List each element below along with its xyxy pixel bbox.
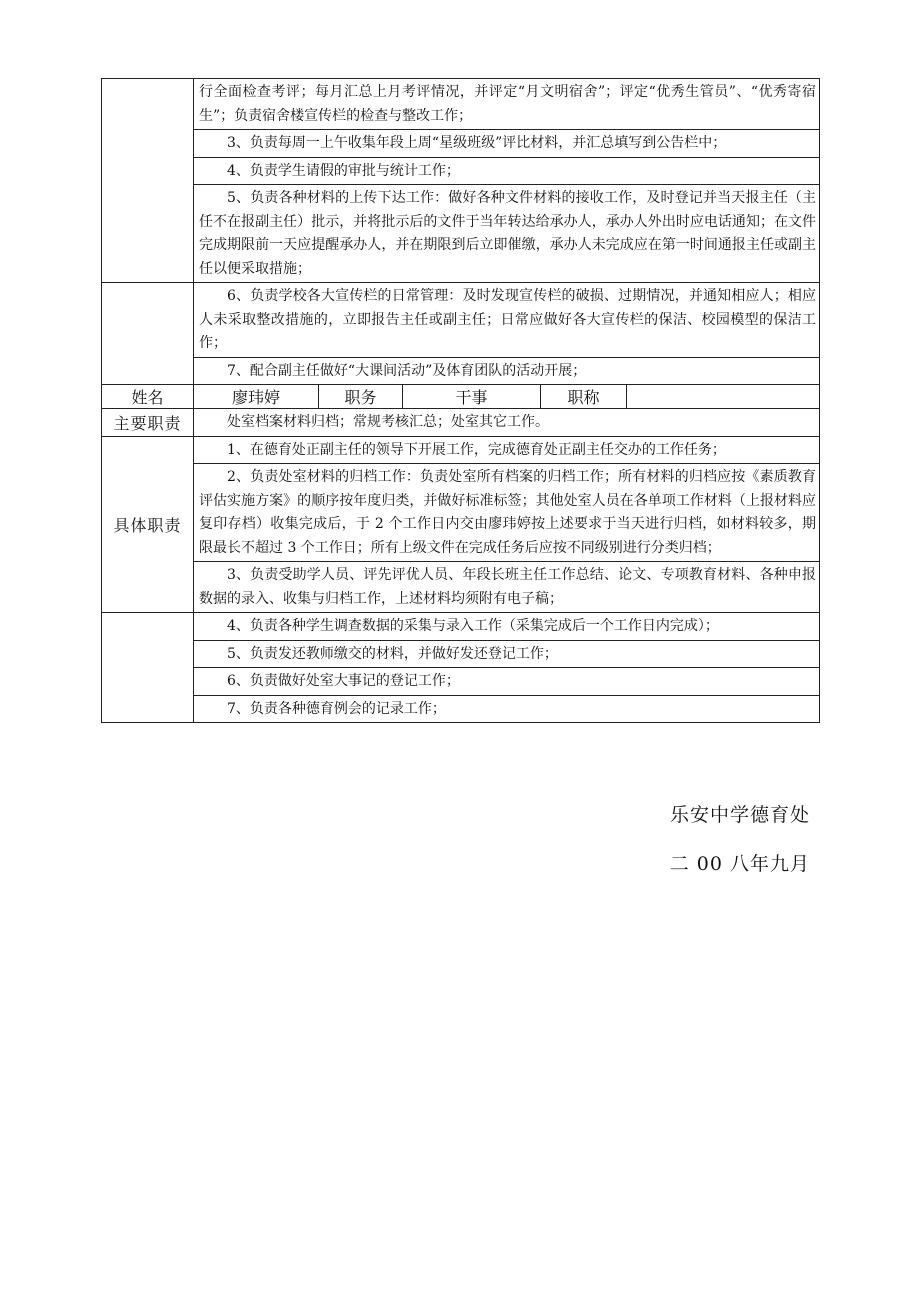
duty-item: 6、负责学校各大宣传栏的日常管理：及时发现宣传栏的破损、过期情况，并通知相应人；相应人未采取整改措施的，立即报告主任或副主任；日常应做好各大宣传栏的保洁、校园模型的保洁工作； — [194, 283, 820, 358]
main-duty-text: 处室档案材料归档；常规考核汇总；处室其它工作。 — [194, 409, 820, 437]
duty-item: 7、配合副主任做好“大课间活动”及体育团队的活动开展； — [194, 357, 820, 385]
name-label: 姓名 — [102, 385, 194, 409]
duty-item: 5、负责发还教师缴交的材料，并做好发还登记工作； — [194, 640, 820, 668]
duty-item: 2、负责处室材料的归档工作：负责处室所有档案的归档工作；所有材料的归档应按《素质教育评估实施方案》的顺序按年度归类，并做好标准标签；其他处室人员在各单项工作材料（上报材料应复印存档）收集完成后，于 2 个工作日内交由廖玮婷按上述要求于当天进行归档，如材料较多，期限最长不超过 3 个工作日；所有上级文件在完成任务后应按不同级别进行分类归档； — [194, 464, 820, 562]
title-label: 职称 — [541, 385, 627, 409]
footer-organization: 乐安中学德育处 — [669, 804, 810, 826]
section4-label-cell — [102, 613, 194, 723]
duty-item: 4、负责学生请假的审批与统计工作； — [194, 157, 820, 185]
position-value: 干事 — [403, 385, 541, 409]
main-duty-label: 主要职责 — [102, 409, 194, 437]
duty-item: 3、负责受助学人员、评先评优人员、年段长班主任工作总结、论文、专项教育材料、各种申报数据的录入、收集与归档工作，上述材料均须附有电子稿； — [194, 562, 820, 613]
title-value — [627, 385, 820, 409]
duty-item: 行全面检查考评；每月汇总上月考评情况，并评定“月文明宿舍”；评定“优秀生管员”、“优秀寄宿生”；负责宿舍楼宣传栏的检查与整改工作； — [194, 79, 820, 130]
duty-table — [101, 78, 820, 723]
duty-item: 5、负责各种材料的上传下达工作：做好各种文件材料的接收工作，及时登记并当天报主任（主任不在报副主任）批示，并将批示后的文件于当年转达给承办人，承办人外出时应电话通知；在文件完成期限前一天应提醒承办人，并在期限到后立即催缴，承办人未完成应在第一时间通报主任或副主任以便采取措施； — [194, 185, 820, 283]
duty-item: 7、负责各种德育例会的记录工作； — [194, 695, 820, 723]
specific-duty-label: 具体职责 — [102, 436, 194, 613]
duty-item: 3、负责每周一上午收集年段上周“星级班级”评比材料，并汇总填写到公告栏中； — [194, 130, 820, 158]
section2-label-cell — [102, 283, 194, 385]
name-value: 廖玮婷 — [194, 385, 319, 409]
duty-item: 4、负责各种学生调查数据的采集与录入工作（采集完成后一个工作日内完成）； — [194, 613, 820, 641]
footer-date: 二 00 八年九月 — [669, 853, 810, 875]
position-label: 职务 — [319, 385, 403, 409]
duty-item: 6、负责做好处室大事记的登记工作； — [194, 668, 820, 696]
duty-item: 1、在德育处正副主任的领导下开展工作，完成德育处正副主任交办的工作任务； — [194, 436, 820, 464]
section1-label-cell — [102, 79, 194, 283]
